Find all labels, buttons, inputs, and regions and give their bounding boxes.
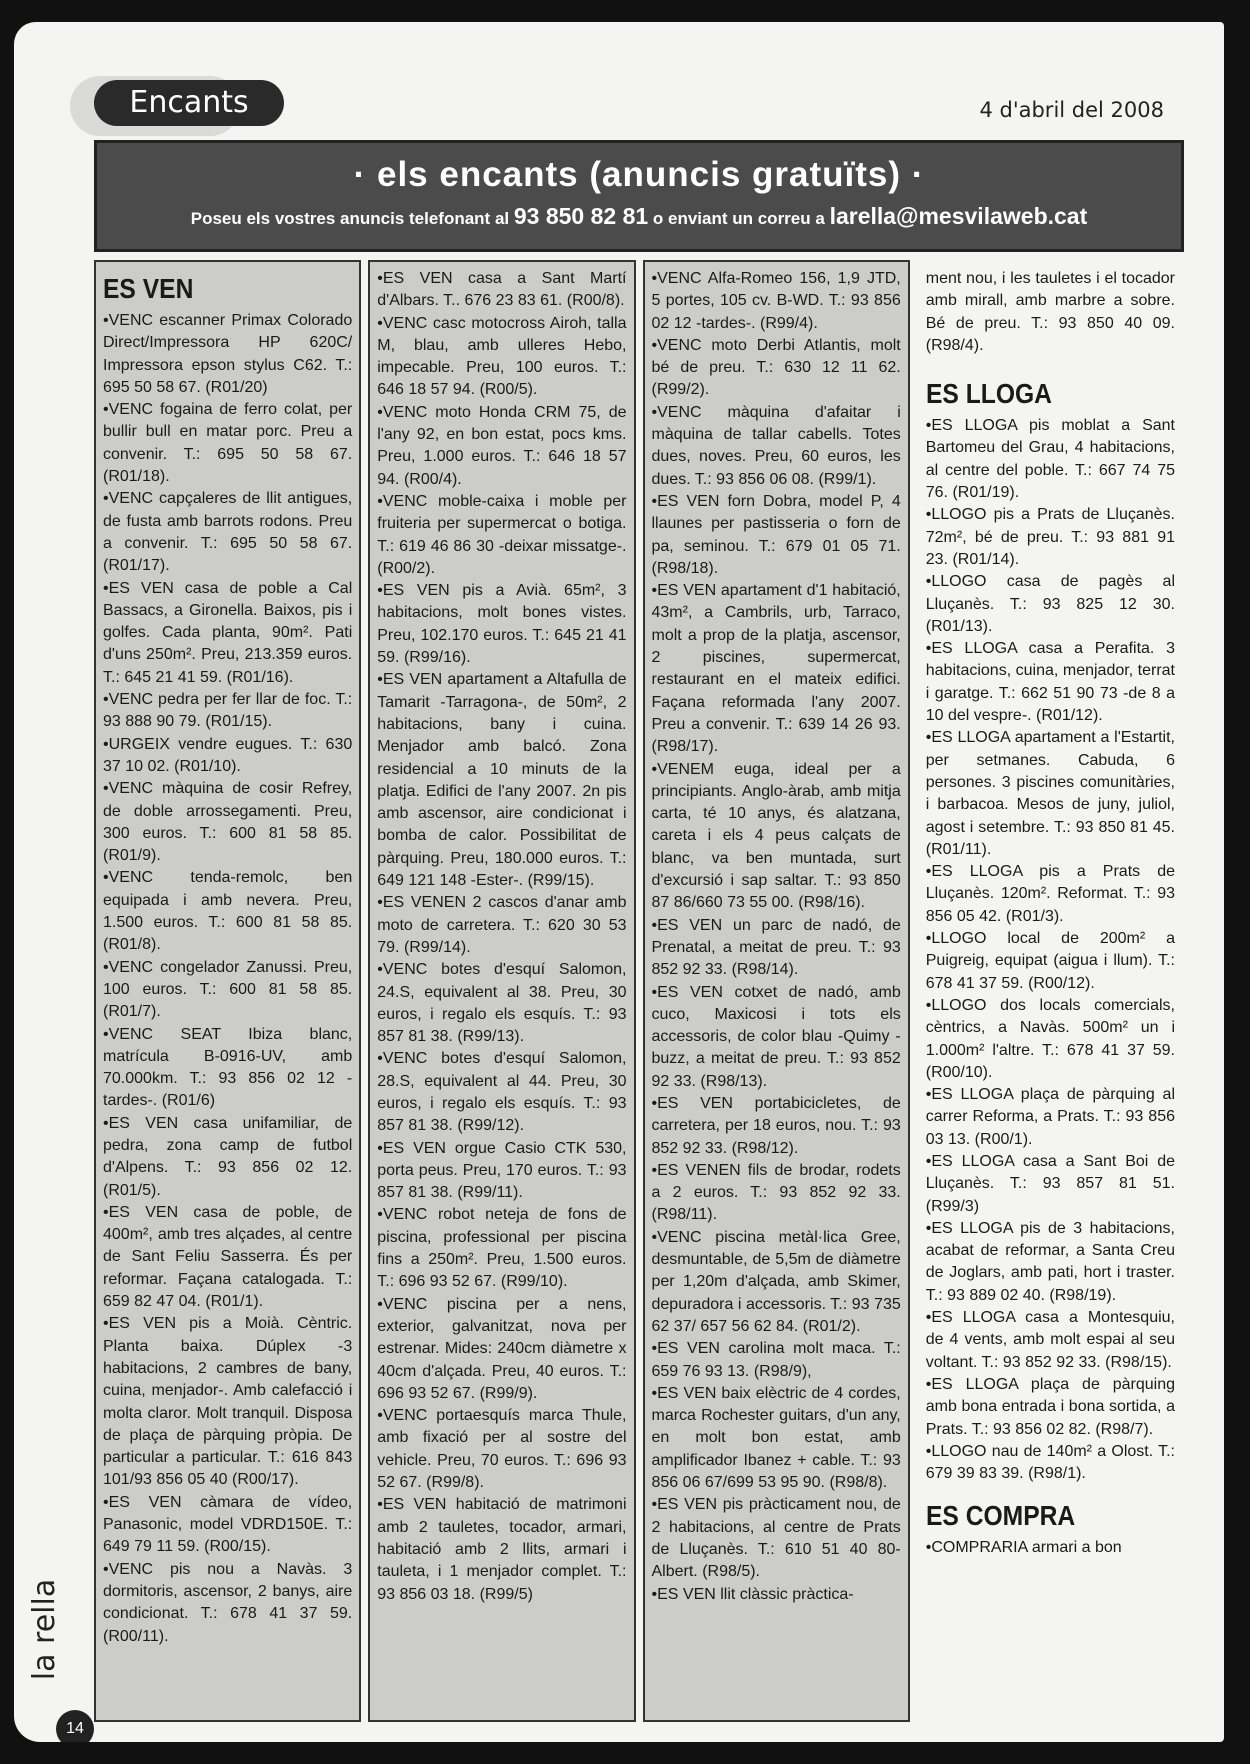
issue-date: 4 d'abril del 2008: [979, 98, 1164, 122]
ad-item: •LLOGO nau de 140m² a Olost. T.: 679 39 83 39. (R98/1).: [925, 1442, 1175, 1483]
ad-item: •ES VENEN fils de brodar, rodets a 2 euros. T.: 93 852 92 33. (R98/11).: [651, 1161, 901, 1224]
column-1: [94, 260, 361, 1722]
ad-item: •ES VENEN 2 cascos d'anar amb moto de carretera. T.: 620 30 53 79. (R99/14).: [377, 894, 627, 956]
banner-sub-middle: o enviant un correu a: [652, 209, 825, 228]
ad-item: •LLOGO casa de pagès al Lluçanès. T.: 93 825 12 30. (R01/13).: [925, 573, 1175, 635]
ad-item: •VENC botes d'esquí Salomon, 24.S, equivalent al 38. Preu, 30 euros, i regalo els esquís. T.: 93 857 81 38. (R99/13).: [377, 961, 627, 1046]
ad-item: •ES LLOGA plaça de pàrquing amb bona entrada i bona sortida, a Prats. T.: 93 856 02 82. (R98/7).: [925, 1375, 1175, 1438]
ads-columns: [94, 260, 1184, 1722]
ad-item: •ES VEN casa de poble, de 400m², amb tres alçades, al centre de Sant Feliu Sasserra. És per reformar. Façana catalogada. T.: 659 82 47 04. (R01/1).: [103, 1203, 353, 1311]
banner-subtitle: [109, 203, 1169, 230]
heading-es-compra: ES COMPRA: [925, 1500, 1075, 1532]
ad-item: •ES VEN baix elèctric de 4 cordes, marca Rochester guitars, d'un any, en molt bon estat, amb amplificador Ibanez + cable. T.: 93 856 06 67/699 53 95 90. (R98/8).: [651, 1384, 901, 1492]
ad-item: •ES LLOGA apartament a l'Estartit, per setmanes. Cabuda, 6 persones. 3 piscines comunitàries, i barbacoa. Mesos de juny, juliol, agost i setembre. T.: 93 850 81 45. (R01/11).: [925, 729, 1175, 858]
ad-item: •ES VEN casa unifamiliar, de pedra, zona camp de futbol d'Alpens. T.: 93 856 02 12. (R01/5).: [103, 1114, 353, 1199]
banner-email[interactable]: larella@mesvilaweb.cat: [829, 203, 1088, 229]
ad-item: •VENC SEAT Ibiza blanc, matrícula B-0916-UV, amb 70.000km. T.: 93 856 02 12 -tardes-. (R01/6): [103, 1025, 353, 1110]
ad-item: •VENEM euga, ideal per a principiants. Anglo-àrab, amb mitja carta, té 10 anys, és alatzana, careta i els 4 peus calçats de blanc, va ben muntada, surt d'excursió i sap saltar. T.: 93 850 87 86/660 73 55 00. (R98/16).: [651, 760, 901, 912]
banner-title: · els encants (anuncis gratuïts) ·: [353, 155, 925, 194]
ad-item: •ES VEN un parc de nadó, de Prenatal, a meitat de preu. T.: 93 852 92 33. (R98/14).: [651, 916, 901, 979]
column-2: [368, 260, 635, 1722]
ad-item: •ES VEN pis a Avià. 65m², 3 habitacions, molt bones vistes. Preu, 102.170 euros. T.: 645 21 41 59. (R99/16).: [377, 582, 627, 667]
section-title: Encants: [94, 80, 284, 126]
ad-item: •ES VEN apartament d'1 habitació, 43m², a Cambrils, urb, Tarraco, molt a prop de la platja, ascensor, 2 piscines, supermercat, restaurant en el mateix edifici. Façana reformada l'any 2007. Preu a convenir. T.: 639 14 26 93. (R98/17).: [651, 582, 901, 756]
ad-item: •ES VEN casa a Sant Martí d'Albars. T.. 676 23 83 61. (R00/8).: [377, 270, 627, 310]
ad-item: •ES VEN portabicicletes, de carretera, per 18 euros, nou. T.: 93 852 92 33. (R98/12).: [651, 1094, 901, 1157]
ad-item: •ES VEN carolina molt maca. T.: 659 76 93 13. (R98/9),: [651, 1340, 901, 1380]
ad-item: •LLOGO local de 200m² a Puigreig, equipat (aigua i llum). T.: 678 41 37 59. (R00/12).: [925, 930, 1175, 992]
banner-sub-prefix: Poseu els vostres anuncis telefonant al: [190, 209, 510, 228]
heading-es-ven: ES VEN: [103, 273, 194, 304]
banner-phone: 93 850 82 81: [513, 203, 649, 229]
ad-item: •VENC escanner Primax Colorado Direct/Impressora HP 620C/ Impressora epson stylus C62. T.: 695 50 58 67. (R01/20): [103, 312, 353, 396]
ad-item: •VENC piscina metàl·lica Gree, desmuntable, de 5,5m de diàmetre per 1,20m d'alçada, amb Skimer, depuradora i accessoris. T.: 93 735 62 37/ 657 56 62 84. (R01/2).: [651, 1228, 901, 1335]
ad-item: •ES VEN habitació de matrimoni amb 2 tauletes, tocador, armari, habitació amb 2 llits, armari i tauleta, i 1 menjador complet. T.: 93 856 03 18. (R99/5): [377, 1496, 627, 1603]
ad-item: •VENC botes d'esquí Salomon, 28.S, equivalent al 44. Preu, 30 euros, i regalo els esquís. T.: 93 857 81 38. (R99/12).: [377, 1050, 627, 1135]
ad-item: •LLOGO pis a Prats de Lluçanès. 72m², bé de preu. T.: 93 881 91 23. (R01/14).: [925, 506, 1175, 568]
ad-item: •ES VEN apartament a Altafulla de Tamarit -Tarragona-, de 50m², 2 habitacions, bany i cuina. Menjador amb balcó. Zona residencial a 10 minuts de la platja. Edifici de l'any 2007. 2n pis amb ascensor, aire condicionat i bomba de calor. Possibilitat de pàrquing. Preu, 180.000 euros. T.: 649 121 148 -Ester-. (R99/15).: [377, 671, 627, 890]
magazine-name: [27, 1562, 94, 1702]
column-3: [643, 260, 910, 1722]
ad-item: •ES VEN orgue Casio CTK 530, porta peus. Preu, 170 euros. T.: 93 857 81 38. (R99/11).: [377, 1139, 627, 1202]
ad-item: •ES VEN casa de poble a Cal Bassacs, a Gironella. Baixos, pis i golfes. Cada planta, 90m². Pati d'uns 250m². Preu, 213.359 euros. T.: 645 21 41 59. (R01/16).: [103, 579, 353, 686]
ad-item: •VENC Alfa-Romeo 156, 1,9 JTD, 5 portes, 105 cv. B-WD. T.: 93 856 02 12 -tardes-. (R99/4).: [651, 270, 901, 332]
ad-item: •ES VEN pis pràcticament nou, de 2 habitacions, al centre de Prats de Lluçanès. T.: 610 51 40 80-Albert. (R98/5).: [651, 1496, 901, 1581]
ad-item: •ES LLOGA pis moblat a Sant Bartomeu del Grau, 4 habitacions, al centre del poble. T.: 667 74 75 76. (R01/19).: [925, 417, 1175, 502]
heading-es-lloga: ES LLOGA: [925, 378, 1052, 410]
ad-item: •VENC moto Honda CRM 75, de l'any 92, en bon estat, pocs kms. Preu, 1.000 euros. T.: 646 18 57 94. (R00/4).: [377, 403, 627, 488]
column-4: [917, 260, 1184, 1722]
compra-list: [926, 1537, 1175, 1559]
lloga-list: [926, 415, 1175, 1485]
ad-item: •VENC pis nou a Navàs. 3 dormitoris, ascensor, 2 banys, aire condicionat. T.: 678 41 37 59. (R00/11).: [103, 1560, 353, 1645]
ad-item: •ES VEN cotxet de nadó, amb cuco, Maxicosi i tots els accessoris, de color blau -Quimy - buzz, a meitat de preu. T.: 93 852 92 33. (R98/13).: [651, 983, 901, 1090]
ad-item: •VENC casc motocross Airoh, talla M, blau, amb ulleres Hebo, impecable. Preu, 100 euros. T.: 646 18 57 94. (R00/5).: [377, 314, 627, 399]
ad-continued: ment nou, i les tauletes i el tocador amb mirall, amb marbre a sobre. Bé de preu. T.: 93 850 40 09. (R98/4).: [925, 270, 1175, 354]
ad-item: •ES LLOGA casa a Sant Boi de Lluçanès. T.: 93 857 81 51. (R99/3): [925, 1152, 1175, 1215]
ad-item: •VENC màquina de cosir Refrey, de doble arrossegamenti. Preu, 300 euros. T.: 600 81 58 85. (R01/9).: [103, 780, 353, 865]
ad-item: •VENC màquina d'afaitar i màquina de tallar cabells. Totes dues, noves. Preu, 60 euros, les dues. T.: 93 856 06 08. (R99/1).: [651, 403, 901, 488]
ad-item: •ES VEN forn Dobra, model P, 4 llaunes per pastisseria o forn de pa, seminou. T.: 679 01 05 71. (R98/18).: [651, 492, 901, 577]
ad-item: •VENC moto Derbi Atlantis, molt bé de preu. T.: 630 12 11 62. (R99/2).: [651, 336, 901, 399]
ad-item: •ES VEN pis a Moià. Cèntric. Planta baixa. Dúplex -3 habitacions, 2 cambres de bany, cuina, menjador-. Amb calefacció i molta claror. Molt tranquil. Disposa de plaça de pàrquing pròpia. De particular a particular. T.: 616 843 101/93 856 05 40 (R00/17).: [103, 1315, 353, 1489]
ad-item: •VENC capçaleres de llit antigues, de fusta amb barrots rodons. Preu a convenir. T.: 695 50 58 67. (R01/17).: [103, 490, 353, 575]
ad-item: •COMPRARIA armari a bon: [925, 1539, 1122, 1557]
ad-item: •ES LLOGA plaça de pàrquing al carrer Reforma, a Prats. T.: 93 856 03 13. (R00/1).: [925, 1086, 1175, 1148]
ad-item: •ES LLOGA casa a Perafita. 3 habitacions, cuina, menjador, terrat i garatge. T.: 662 51 90 73 -de 8 a 10 del vespre-. (R01/12).: [925, 640, 1175, 725]
page-number: 14: [56, 1710, 94, 1742]
ad-item: •LLOGO dos locals comercials, cèntrics, a Navàs. 500m² un i 1.000m² l'altre. T.: 678 41 37 59. (R00/10).: [925, 996, 1175, 1081]
ad-item: •ES LLOGA casa a Montesquiu, de 4 vents, amb molt espai al seu voltant. T.: 93 852 92 33. (R98/15).: [925, 1309, 1175, 1371]
ad-item: •VENC pedra per fer llar de foc. T.: 93 888 90 79. (R01/15).: [103, 691, 353, 731]
ad-item: •VENC fogaina de ferro colat, per bullir bull en matar porc. Preu a convenir. T.: 695 50 58 67. (R01/18).: [103, 401, 353, 486]
ad-item: •ES LLOGA pis de 3 habitacions, acabat de reformar, a Santa Creu de Joglars, amb pati, hort i traster. T.: 93 889 02 40. (R98/19).: [925, 1219, 1175, 1304]
ad-item: •VENC tenda-remolc, ben equipada i amb nevera. Preu, 1.500 euros. T.: 600 81 58 85. (R01/8).: [103, 869, 353, 954]
ads-banner: [94, 140, 1184, 252]
ad-item: •ES VEN llit clàssic pràctica-: [651, 1585, 854, 1603]
ad-item: •VENC robot neteja de fons de piscina, professional per piscina fins a 250m². Preu, 1.500 euros. T.: 696 93 52 67. (R99/10).: [377, 1206, 627, 1291]
ad-item: •ES LLOGA pis a Prats de Lluçanès. 120m². Reformat. T.: 93 856 05 42. (R01/3).: [925, 863, 1175, 925]
ad-item: •VENC congelador Zanussi. Preu, 100 euros. T.: 600 81 58 85. (R01/7).: [103, 958, 353, 1021]
ad-item: •VENC portaesquís marca Thule, amb fixació per al sostre del vehicle. Preu, 70 euros. T.: 696 93 52 67. (R99/8).: [377, 1407, 627, 1492]
ad-item: •URGEIX vendre eugues. T.: 630 37 10 02. (R01/10).: [103, 735, 353, 775]
ad-item: •VENC moble-caixa i moble per fruiteria per supermercat o botiga. T.: 619 46 86 30 -deixar missatge-. (R00/2).: [377, 492, 627, 577]
magazine-name-text: la rella: [27, 1578, 63, 1681]
ad-item: •VENC piscina per a nens, exterior, galvanitzat, nova per estrenar. Mides: 240cm diàmetre x 40cm d'alçada. Preu, 40 euros. T.: 696 93 52 67. (R99/9).: [377, 1295, 627, 1402]
ad-item: •ES VEN càmara de vídeo, Panasonic, model VDRD150E. T.: 649 79 11 59. (R00/15).: [103, 1493, 353, 1556]
magazine-page: [14, 22, 1224, 1742]
